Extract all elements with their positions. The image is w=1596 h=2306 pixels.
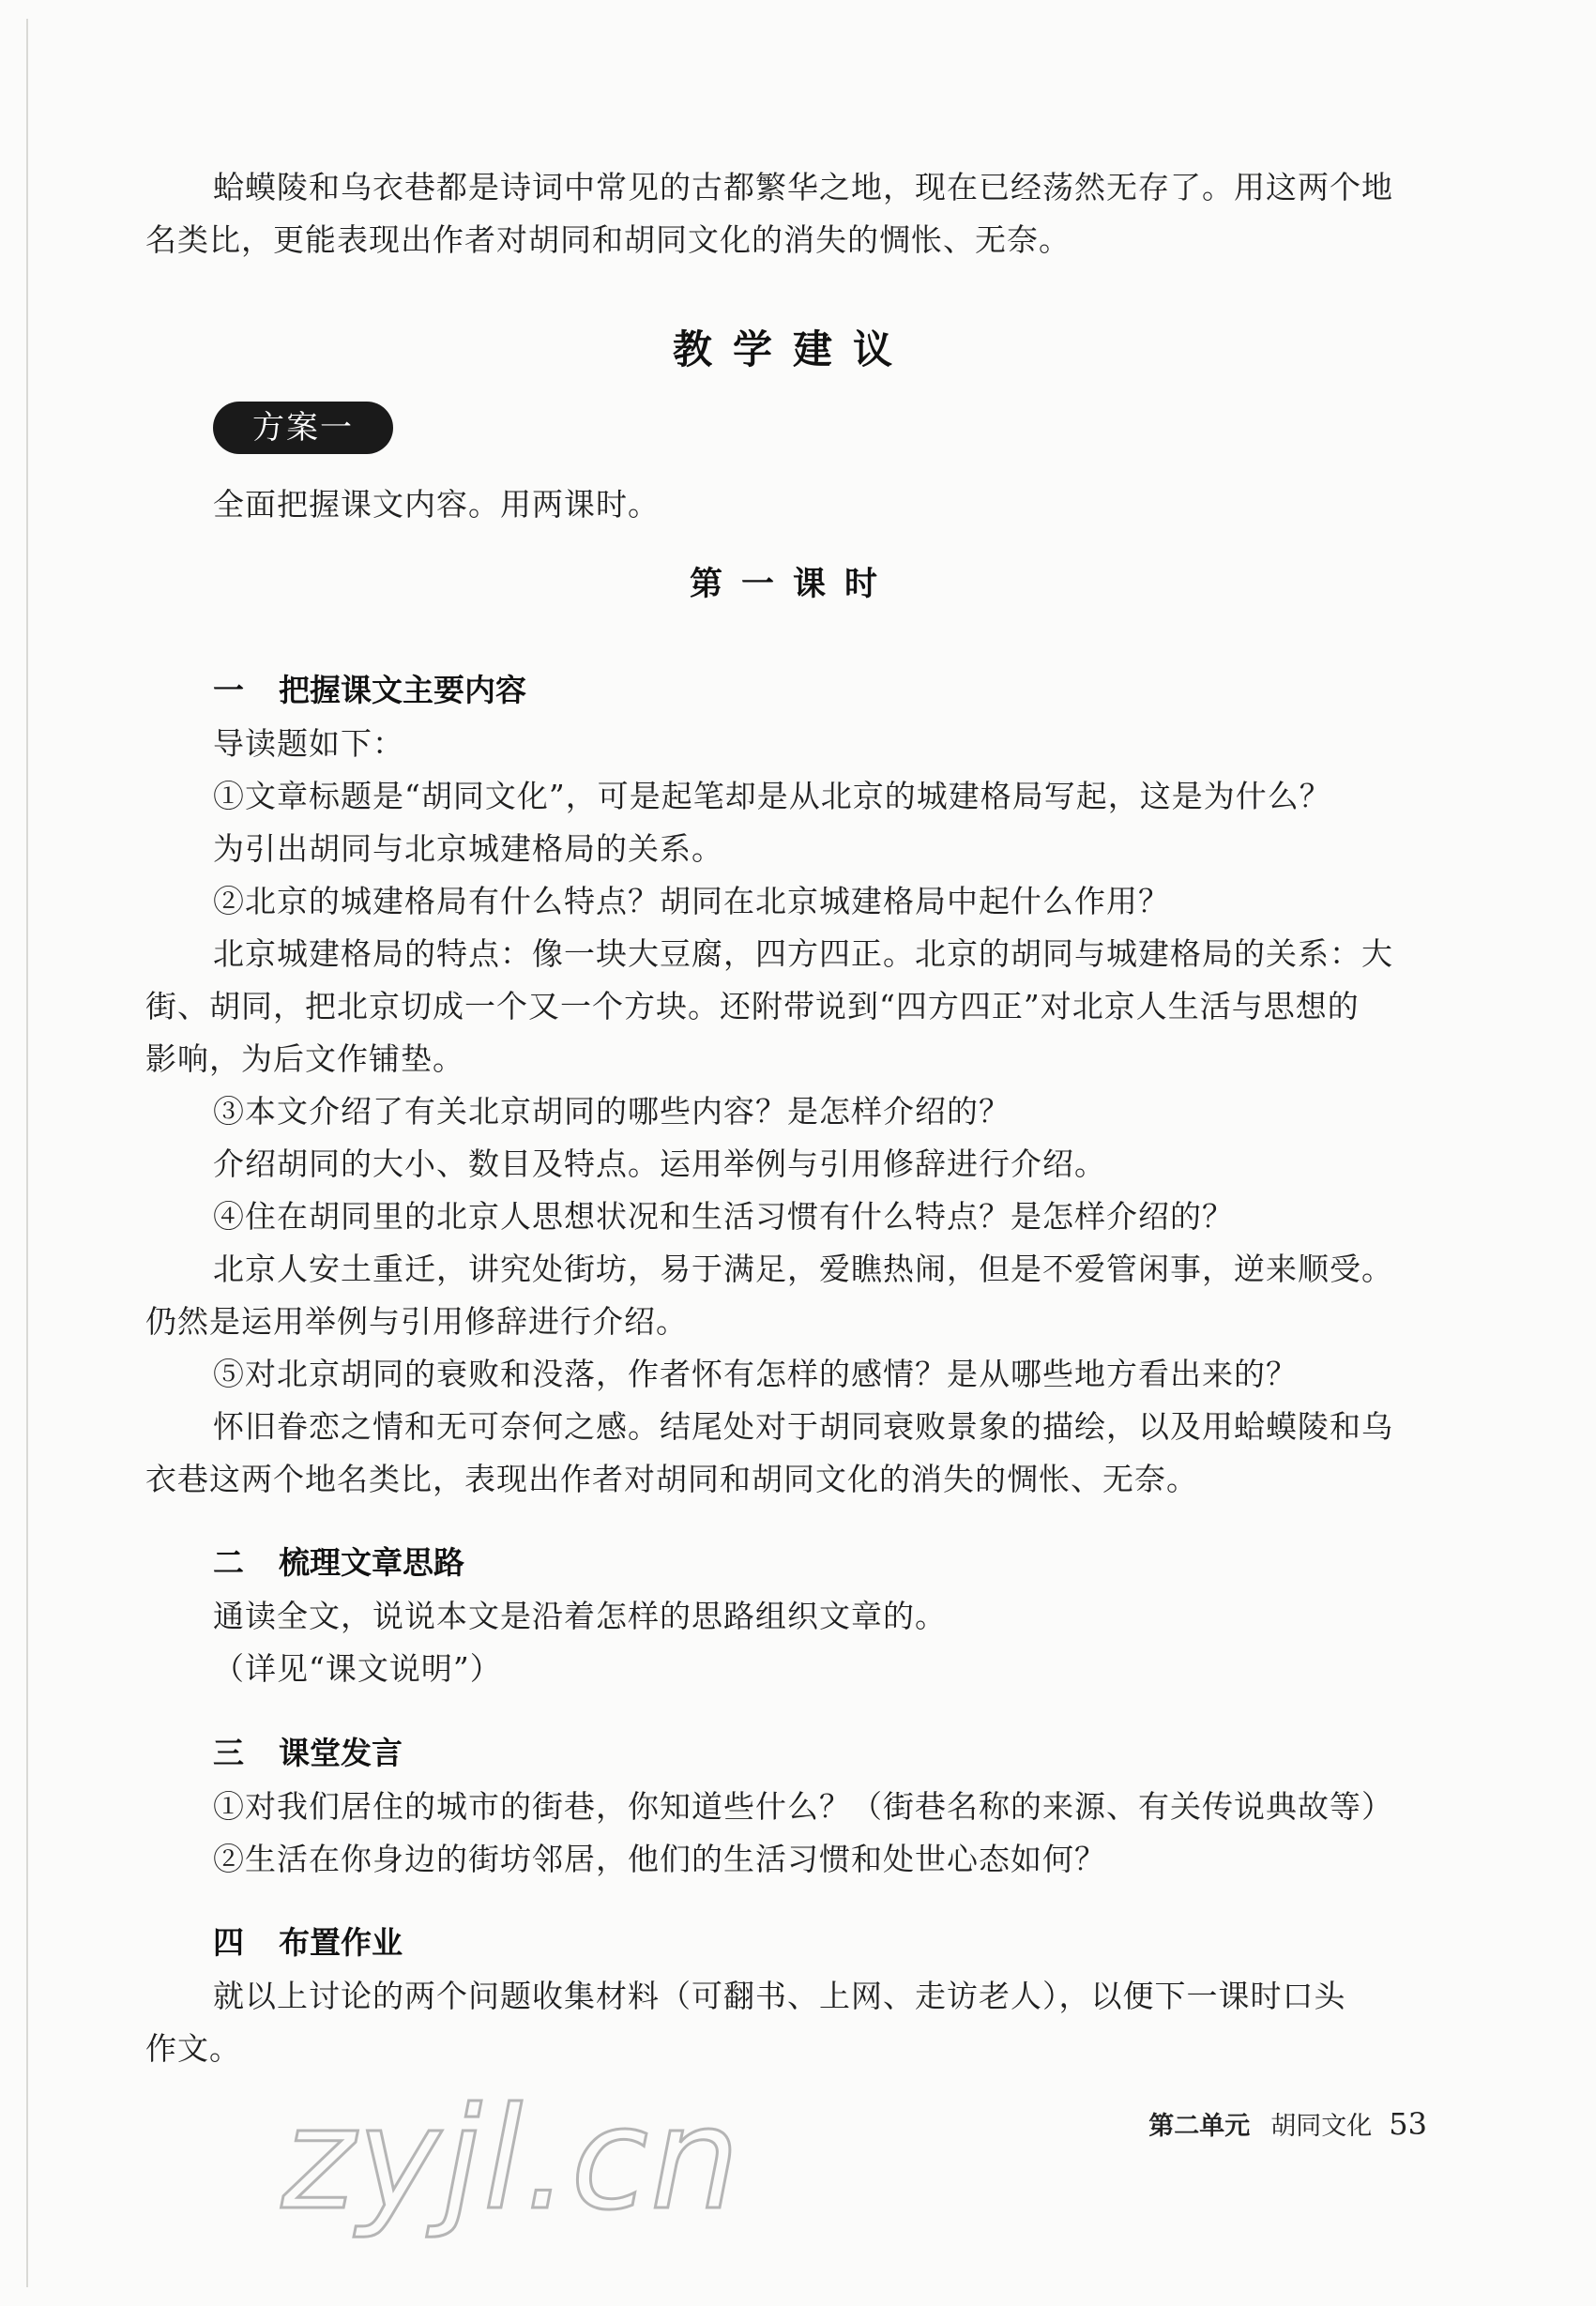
text-line: 通读全文，说说本文是沿着怎样的思路组织文章的。 — [213, 1598, 947, 1634]
text-line: 衣巷这两个地名类比，表现出作者对胡同和胡同文化的消失的惆怅、无奈。 — [145, 1461, 1198, 1497]
section-heading-2 — [213, 1539, 464, 1583]
text-line: 街、胡同，把北京切成一个又一个方块。还附带说到“四方四正”对北京人生活与思想的 — [145, 988, 1360, 1024]
section-body-3 — [145, 1781, 1440, 1886]
text-line: 北京城建格局的特点：像一块大豆腐，四方四正。北京的胡同与城建格局的关系：大 — [213, 935, 1393, 972]
text-line: 就以上讨论的两个问题收集材料（可翻书、上网、走访老人），以便下一课时口头 — [213, 1978, 1346, 2014]
section-body-2 — [145, 1590, 1440, 1695]
section-number: 三 — [213, 1735, 244, 1771]
text-line: 介绍胡同的大小、数目及特点。运用举例与引用修辞进行介绍。 — [213, 1145, 1106, 1182]
section-title: 布置作业 — [279, 1924, 403, 1961]
section-number: 一 — [213, 672, 244, 708]
text-line: 北京人安土重迁，讲究处街坊，易于满足，爱瞧热闹，但是不爱管闲事，逆来顺受。 — [213, 1251, 1393, 1287]
text-line: ②北京的城建格局有什么特点？胡同在北京城建格局中起什么作用？ — [213, 883, 1170, 919]
section-body-4 — [145, 1970, 1440, 2075]
text-line: ⑤对北京胡同的衰败和没落，作者怀有怎样的感情？是从哪些地方看出来的？ — [213, 1356, 1298, 1392]
section-number: 四 — [213, 1924, 244, 1961]
text-line: （详见“课文说明”） — [213, 1650, 502, 1687]
section-title: 梳理文章思路 — [279, 1544, 464, 1581]
page-edge — [26, 19, 28, 2287]
text-line: 为引出胡同与北京城建格局的关系。 — [213, 830, 723, 867]
section-title: 课堂发言 — [279, 1735, 403, 1771]
page-footer — [1148, 2105, 1427, 2142]
text-line: 仍然是运用举例与引用修辞进行介绍。 — [145, 1303, 688, 1340]
section-heading-3 — [213, 1729, 403, 1773]
text-line: ②生活在你身边的街坊邻居，他们的生活习惯和处世心态如何？ — [213, 1841, 1106, 1877]
intro-paragraph — [145, 161, 1440, 266]
plan-badge: 方案一 — [213, 402, 393, 454]
page-number: 53 — [1389, 2106, 1427, 2142]
watermark-logo: zyjl.cn — [281, 2078, 742, 2241]
footer-unit: 第二单元 — [1148, 2112, 1251, 2141]
section-body-1 — [145, 718, 1440, 1506]
text-line: 影响，为后文作铺垫。 — [145, 1040, 464, 1077]
text-line: 怀旧眷恋之情和无可奈何之感。结尾处对于胡同衰败景象的描绘，以及用蛤蟆陵和乌 — [213, 1408, 1393, 1445]
section-heading-1 — [213, 666, 526, 710]
text-line: 导读题如下： — [213, 725, 404, 762]
section-number: 二 — [213, 1544, 244, 1581]
intro-line-2: 名类比，更能表现出作者对胡同和胡同文化的消失的惆怅、无奈。 — [145, 221, 1071, 258]
text-line: 作文。 — [145, 2030, 241, 2067]
main-title: 教学建议 — [672, 326, 913, 372]
plan-description — [145, 478, 1440, 531]
text-line: ①文章标题是“胡同文化”，可是起笔却是从北京的城建格局写起，这是为什么？ — [213, 778, 1331, 814]
text-line: ④住在胡同里的北京人思想状况和生活习惯有什么特点？是怎样介绍的？ — [213, 1198, 1234, 1235]
intro-line-1: 蛤蟆陵和乌衣巷都是诗词中常见的古都繁华之地，现在已经荡然无存了。用这两个地 — [213, 169, 1393, 205]
lesson-title: 第一课时 — [689, 566, 896, 603]
text-line: ①对我们居住的城市的街巷，你知道些什么？（街巷名称的来源、有关传说典故等） — [213, 1788, 1393, 1825]
section-title: 把握课文主要内容 — [279, 672, 526, 708]
text-line: ③本文介绍了有关北京胡同的哪些内容？是怎样介绍的？ — [213, 1093, 1011, 1130]
footer-chapter: 胡同文化 — [1270, 2112, 1373, 2141]
plan-desc-line: 全面把握课文内容。用两课时。 — [213, 486, 660, 523]
section-heading-4 — [213, 1919, 403, 1963]
